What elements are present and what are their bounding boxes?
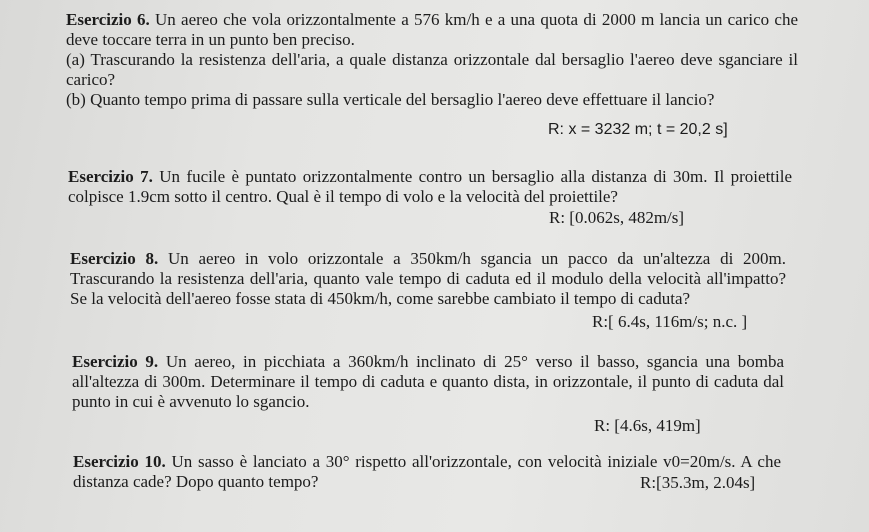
exercise-8-statement xyxy=(70,249,786,309)
exercise-6-part-a: (a) Trascurando la resistenza dell'aria, a quale distanza orizzontale dal bersaglio l'aereo deve sganciare il carico? xyxy=(66,50,798,89)
exercise-8-answer: R:[ 6.4s, 116m/s; n.c. ] xyxy=(592,312,748,331)
exercise-10-answer: R:[35.3m, 2.04s] xyxy=(640,473,756,492)
exercise-8-title: Esercizio 8. xyxy=(70,249,159,268)
exercise-7-text: Un fucile è puntato orizzontalmente contro un bersaglio alla distanza di 30m. Il proiettile colpisce 1.9cm sotto il centro. Qual è il tempo di volo e la velocità del proiettile? xyxy=(68,167,793,206)
exercise-9-answer: R: [4.6s, 419m] xyxy=(594,416,701,435)
exercise-6 xyxy=(66,10,798,110)
exercise-9-statement xyxy=(72,352,784,412)
exercise-9-text: Un aereo, in picchiata a 360km/h inclinato di 25° verso il basso, sgancia una bomba all'altezza di 300m. Determinare il tempo di caduta e quanto dista, in orizzontale, il punto di caduta dal punto in cui è avvenuto lo sgancio. xyxy=(72,352,784,411)
exercise-6-part-b: (b) Quanto tempo prima di passare sulla verticale del bersaglio l'aereo deve effettuare il lancio? xyxy=(66,90,715,109)
exercise-9 xyxy=(72,352,784,412)
exercise-7 xyxy=(68,167,792,207)
exercise-10-title: Esercizio 10. xyxy=(73,452,166,471)
exercise-7-answer: R: [0.062s, 482m/s] xyxy=(549,208,685,227)
exercise-6-statement xyxy=(66,10,798,50)
exercise-7-title: Esercizio 7. xyxy=(68,167,153,186)
exercise-9-title: Esercizio 9. xyxy=(72,352,159,371)
exercise-10-text: Un sasso è lanciato a 30° rispetto all'orizzontale, con velocità iniziale v0=20m/s. A che distanza cade? Dopo quanto tempo? xyxy=(73,452,781,491)
exercise-7-statement xyxy=(68,167,792,207)
exercise-6-title: Esercizio 6. xyxy=(66,10,150,29)
exercise-8-text: Un aereo in volo orizzontale a 350km/h sgancia un pacco da un'altezza di 200m. Trascurando la resistenza dell'aria, quanto vale tempo di caduta ed il modulo della velocità all'impatto? Se la velocità dell'aereo fosse stata di 450km/h, come sarebbe cambiato il tempo di caduta? xyxy=(70,249,786,308)
exercise-8 xyxy=(70,249,786,309)
exercise-6-text: Un aereo che vola orizzontalmente a 576 km/h e a una quota di 2000 m lancia un carico che deve toccare terra in un punto ben preciso. xyxy=(66,10,798,49)
exercise-6-answer: R: x = 3232 m; t = 20,2 s] xyxy=(548,121,728,138)
